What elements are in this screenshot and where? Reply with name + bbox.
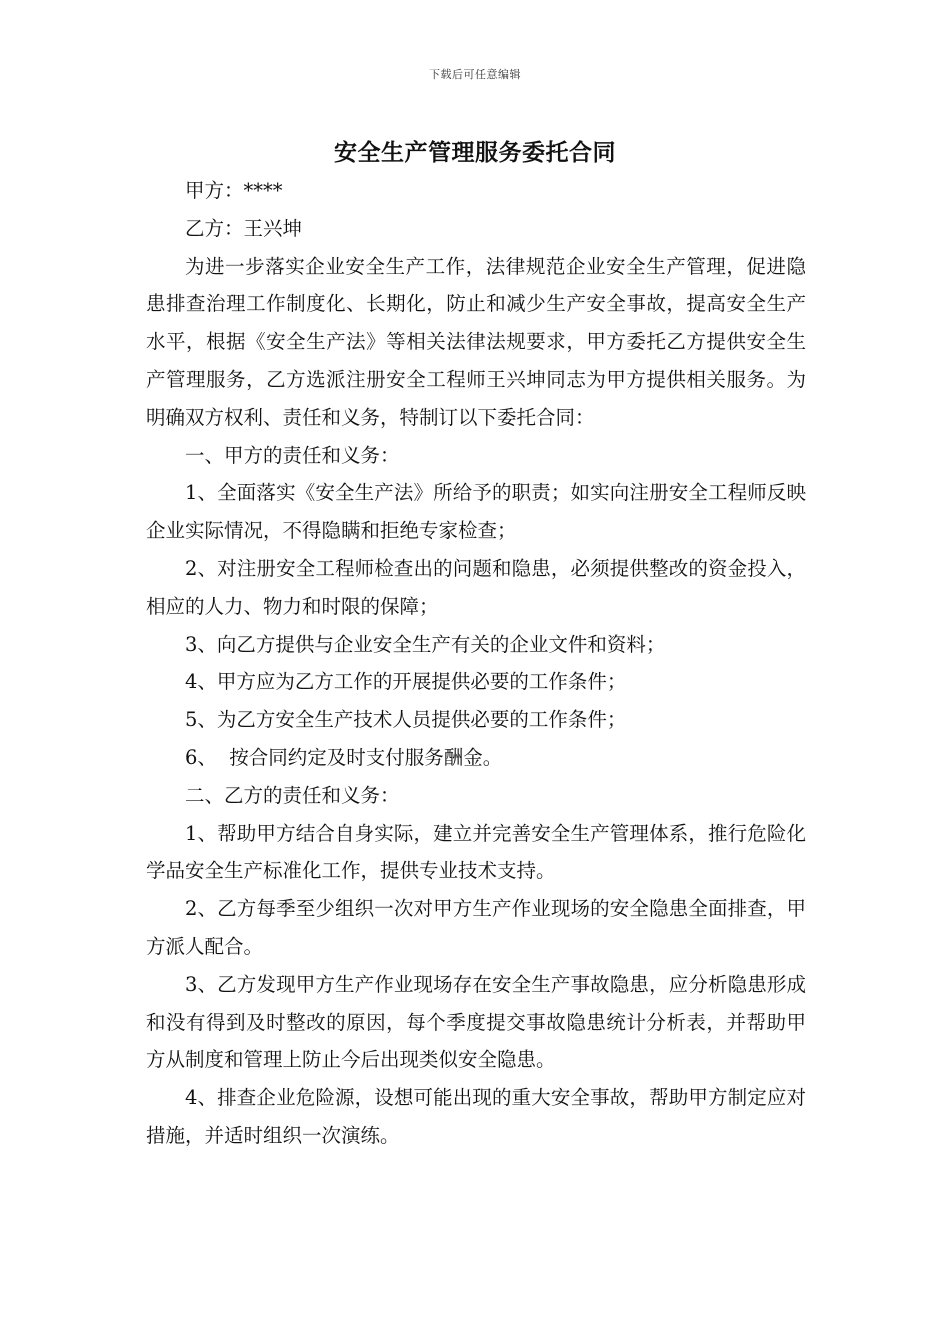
section-1-item: 4、甲方应为乙方工作的开展提供必要的工作条件； xyxy=(185,670,627,694)
section-1-item: 2、对注册安全工程师检查出的问题和隐患，必须提供整改的资金投入，相应的人力、物力和时限的保障； xyxy=(146,556,806,618)
section-1-item: 3、向乙方提供与企业安全生产有关的企业文件和资料； xyxy=(185,632,666,656)
intro-paragraph: 为进一步落实企业安全生产工作，法律规范企业安全生产管理，促进隐患排查治理工作制度化、长期化，防止和减少生产安全事故，提高安全生产水平，根据《安全生产法》等相关法律法规要求，甲方委托乙方提供安全生产管理服务，乙方选派注册安全工程师王兴坤同志为甲方提供相关服务。为明确双方权利、责任和义务，特制订以下委托合同： xyxy=(146,254,806,429)
section-2-item: 1、帮助甲方结合自身实际，建立并完善安全生产管理体系，推行危险化学品安全生产标准化工作，提供专业技术支持。 xyxy=(146,821,806,883)
document-title: 安全生产管理服务委托合同 xyxy=(334,139,616,166)
section-1-item: 5、为乙方安全生产技术人员提供必要的工作条件； xyxy=(185,708,627,732)
party-b-line: 乙方：王兴坤 xyxy=(185,216,303,240)
section-1-heading: 一、甲方的责任和义务： xyxy=(185,443,400,467)
section-1-item: 1、全面落实《安全生产法》所给予的职责；如实向注册安全工程师反映企业实际情况，不得隐瞒和拒绝专家检查； xyxy=(146,481,806,543)
section-2-item: 2、乙方每季至少组织一次对甲方生产作业现场的安全隐患全面排查，甲方派人配合。 xyxy=(146,897,806,958)
document-body xyxy=(146,172,806,1155)
section-2-heading: 二、乙方的责任和义务： xyxy=(185,783,400,807)
section-1-item: 6、 按合同约定及时支付服务酬金。 xyxy=(185,745,503,769)
section-2-item: 4、排查企业危险源，设想可能出现的重大安全事故，帮助甲方制定应对措施，并适时组织一次演练。 xyxy=(146,1086,806,1147)
party-a-line: 甲方：**** xyxy=(185,179,283,202)
section-2-item: 3、乙方发现甲方生产作业现场存在安全生产事故隐患，应分析隐患形成和没有得到及时整改的原因，每个季度提交事故隐患统计分析表，并帮助甲方从制度和管理上防止今后出现类似安全隐患。 xyxy=(146,972,806,1072)
header-note: 下载后可任意编辑 xyxy=(429,68,521,81)
